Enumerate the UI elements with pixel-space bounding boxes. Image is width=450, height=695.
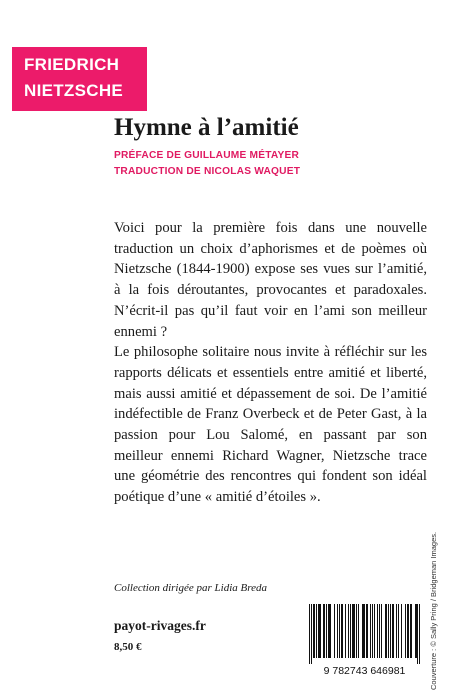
publisher-website: payot-rivages.fr (114, 618, 206, 633)
cover-image-credit: Couverture : © Sally Pring / Bridgeman Images. (429, 531, 438, 690)
preface-credit: PRÉFACE DE GUILLAUME MÉTAYER (114, 150, 300, 161)
cover-image-credit-wrap (428, 500, 440, 690)
barcode (301, 600, 428, 678)
author-last-name: NIETZSCHE (24, 81, 124, 100)
barcode-graphic (301, 600, 428, 678)
price: 8,50 € (114, 641, 142, 653)
blurb-paragraph-2: Le philosophe solitaire nous invite à réfléchir sur les rapports délicats et essentiels entre amitié et liberté, mais aussi amitié et dépassement de soi. De l’amitié indéfectible de Franz Overbeck et de Peter Gast, à la passion pour Lou Salomé, en passant par son meilleur ennemi Richard Wagner, Nietzsche trace une géométrie des rencontres qui fondent son idéal poétique d’une « amitié d’étoiles ». (114, 344, 427, 506)
back-cover-blurb (114, 218, 427, 508)
book-title: Hymne à l’amitié (114, 114, 299, 141)
collection-editor: Collection dirigée par Lidia Breda (114, 582, 267, 594)
barcode-digits: 9 782743 646981 (323, 665, 406, 677)
author-banner (12, 47, 147, 111)
author-first-name: FRIEDRICH (24, 55, 120, 74)
blurb-paragraph-1: Voici pour la première fois dans une nouvelle traduction un choix d’aphorismes et de poèmes où Nietzsche (1844-1900) expose ses vues sur l’amitié, à la fois déroutantes, provocantes et paradoxales. N’écrit-il pas qu’il faut voir en l’ami son meilleur ennemi ? (114, 220, 427, 340)
translation-credit: TRADUCTION DE NICOLAS WAQUET (114, 166, 301, 177)
